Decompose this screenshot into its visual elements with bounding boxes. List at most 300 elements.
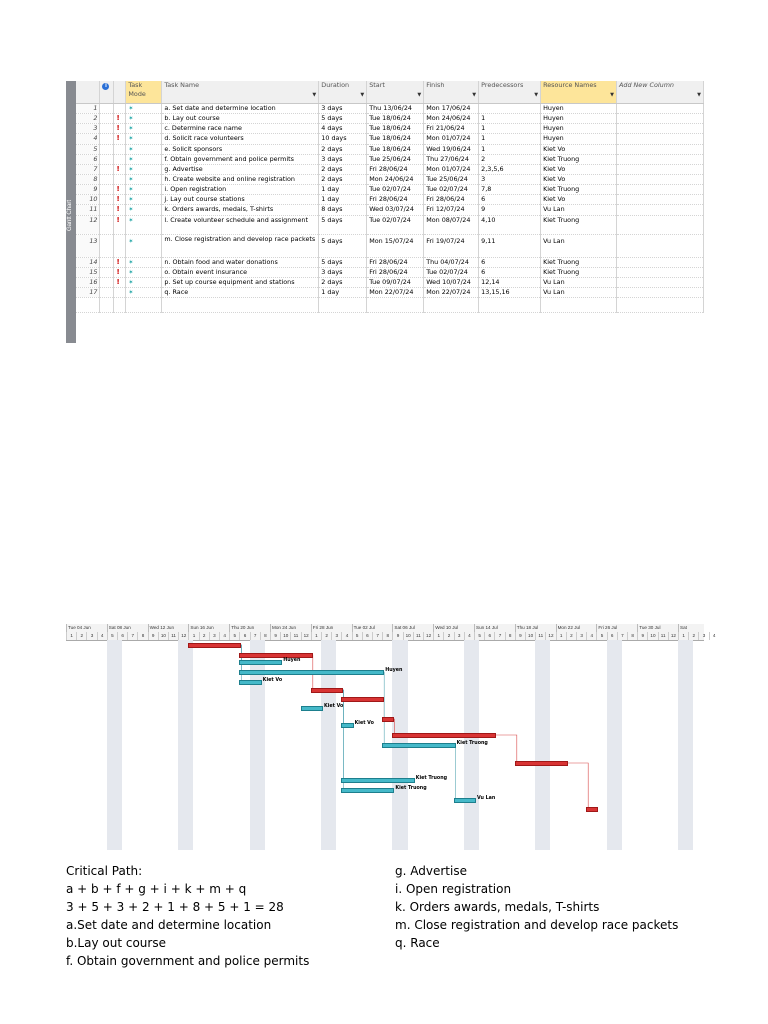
timescale-day-label: 5	[474, 632, 484, 640]
task-duration[interactable]: 1 day	[319, 195, 367, 205]
dropdown-arrow-icon[interactable]: ▼	[472, 92, 477, 98]
row-info[interactable]	[100, 154, 114, 164]
row-info[interactable]	[100, 195, 114, 205]
critical-task-bar[interactable]	[341, 697, 384, 702]
task-bar[interactable]	[239, 670, 384, 675]
empty-cell[interactable]	[367, 298, 424, 313]
add-column-cell[interactable]	[617, 134, 704, 144]
task-resource[interactable]: Vu Lan	[541, 234, 617, 257]
task-mode[interactable]	[126, 174, 162, 184]
timescale-day-label: 3	[86, 632, 96, 640]
task-finish[interactable]: Mon 22/07/24	[424, 287, 479, 297]
task-predecessors[interactable]: 2	[479, 154, 541, 164]
row-indicator[interactable]	[114, 124, 126, 134]
row-info[interactable]	[100, 174, 114, 184]
task-predecessors[interactable]: 1	[479, 144, 541, 154]
timescale-day-label: 3	[331, 632, 341, 640]
timescale-day-label: 8	[505, 632, 515, 640]
add-column-cell[interactable]	[617, 174, 704, 184]
row-id[interactable]: 2	[76, 114, 100, 124]
row-id[interactable]: 9	[76, 185, 100, 195]
task-predecessors[interactable]: 1	[479, 114, 541, 124]
row-id[interactable]: 5	[76, 144, 100, 154]
row-id[interactable]: 7	[76, 164, 100, 174]
task-bar[interactable]	[341, 778, 414, 783]
critical-path-notes	[66, 862, 309, 970]
task-mode[interactable]	[126, 124, 162, 134]
header-task-mode[interactable]	[126, 81, 162, 104]
row-info[interactable]	[100, 234, 114, 257]
task-resource[interactable]: Vu Lan	[541, 277, 617, 287]
row-indicator[interactable]	[114, 195, 126, 205]
manual-schedule-pin-icon: ✶	[128, 278, 134, 286]
task-mode[interactable]	[126, 114, 162, 124]
row-indicator[interactable]	[114, 257, 126, 267]
add-column-cell[interactable]	[617, 124, 704, 134]
row-info[interactable]	[100, 287, 114, 297]
task-duration[interactable]: 1 day	[319, 287, 367, 297]
manual-schedule-pin-icon: ✶	[128, 288, 134, 296]
task-mode[interactable]	[126, 267, 162, 277]
table-row[interactable]	[76, 154, 704, 164]
task-name[interactable]: n. Obtain food and water donations	[162, 257, 319, 267]
add-column-cell[interactable]	[617, 195, 704, 205]
task-duration[interactable]: 5 days	[319, 234, 367, 257]
row-info[interactable]	[100, 205, 114, 215]
task-name[interactable]: a. Set date and determine location	[162, 104, 319, 114]
task-resource[interactable]: Kiet Vo	[541, 144, 617, 154]
timescale-day-label: 11	[413, 632, 423, 640]
task-mode[interactable]	[126, 164, 162, 174]
task-resource[interactable]: Kiet Vo	[541, 174, 617, 184]
add-column-cell[interactable]	[617, 205, 704, 215]
row-indicator[interactable]	[114, 267, 126, 277]
task-mode[interactable]	[126, 234, 162, 257]
row-info[interactable]	[100, 257, 114, 267]
row-info[interactable]	[100, 267, 114, 277]
task-finish[interactable]: Fri 21/06/24	[424, 124, 479, 134]
add-column-cell[interactable]	[617, 257, 704, 267]
task-resource[interactable]: Kiet Truong	[541, 185, 617, 195]
add-column-cell[interactable]	[617, 144, 704, 154]
task-name[interactable]: k. Orders awards, medals, T-shirts	[162, 205, 319, 215]
task-name[interactable]: b. Lay out course	[162, 114, 319, 124]
task-name[interactable]: f. Obtain government and police permits	[162, 154, 319, 164]
row-indicator[interactable]	[114, 215, 126, 234]
row-indicator[interactable]	[114, 144, 126, 154]
add-column-cell[interactable]	[617, 164, 704, 174]
row-id[interactable]: 15	[76, 267, 100, 277]
timescale-day-label: 1	[311, 632, 321, 640]
task-finish[interactable]: Mon 08/07/24	[424, 215, 479, 234]
task-resource[interactable]: Huyen	[541, 114, 617, 124]
table-row[interactable]	[76, 257, 704, 267]
task-duration[interactable]: 3 days	[319, 267, 367, 277]
table-row[interactable]	[76, 205, 704, 215]
timescale-day-label: 4	[341, 632, 351, 640]
timescale-day-label: 12	[301, 632, 311, 640]
task-predecessors[interactable]	[479, 104, 541, 114]
timescale-day-label: 7	[372, 632, 382, 640]
task-duration[interactable]: 5 days	[319, 257, 367, 267]
task-start[interactable]: Tue 18/06/24	[367, 144, 424, 154]
note-line: a.Set date and determine location	[66, 918, 272, 932]
task-mode[interactable]	[126, 185, 162, 195]
task-predecessors[interactable]: 9,11	[479, 234, 541, 257]
critical-task-bar[interactable]	[586, 807, 598, 812]
task-predecessors[interactable]: 1	[479, 124, 541, 134]
row-info[interactable]	[100, 277, 114, 287]
timescale-week-label: Sat	[678, 624, 719, 632]
task-bar[interactable]	[341, 788, 394, 793]
task-start[interactable]: Mon 15/07/24	[367, 234, 424, 257]
table-row[interactable]	[76, 114, 704, 124]
timescale-day-label: 4	[586, 632, 596, 640]
empty-cell[interactable]	[424, 298, 479, 313]
task-start[interactable]: Tue 02/07/24	[367, 185, 424, 195]
empty-cell[interactable]	[76, 298, 100, 313]
row-id[interactable]: 12	[76, 215, 100, 234]
critical-task-bar[interactable]	[239, 653, 312, 658]
timescale-day-label: 11	[658, 632, 668, 640]
dropdown-arrow-icon[interactable]: ▼	[610, 92, 615, 98]
row-id[interactable]: 4	[76, 134, 100, 144]
task-finish[interactable]: Fri 28/06/24	[424, 195, 479, 205]
timescale-day-label: 9	[270, 632, 280, 640]
row-info[interactable]	[100, 185, 114, 195]
empty-cell[interactable]	[617, 298, 704, 313]
task-start[interactable]: Fri 28/06/24	[367, 267, 424, 277]
row-id[interactable]: 10	[76, 195, 100, 205]
task-name[interactable]: c. Determine race name	[162, 124, 319, 134]
task-start[interactable]: Tue 09/07/24	[367, 277, 424, 287]
manual-schedule-pin-icon: ✶	[128, 125, 134, 133]
task-name[interactable]: m. Close registration and develop race packets	[162, 234, 319, 257]
row-indicator[interactable]	[114, 185, 126, 195]
note-line: q. Race	[395, 936, 440, 950]
task-finish[interactable]: Mon 24/06/24	[424, 114, 479, 124]
table-row[interactable]	[76, 195, 704, 205]
task-predecessors[interactable]: 3	[479, 174, 541, 184]
task-resource[interactable]: Kiet Vo	[541, 195, 617, 205]
add-column-cell[interactable]	[617, 267, 704, 277]
header-resource-names[interactable]	[541, 81, 617, 104]
task-table	[76, 81, 704, 313]
row-indicator[interactable]	[114, 164, 126, 174]
timescale-day-label: 11	[290, 632, 300, 640]
task-mode[interactable]	[126, 154, 162, 164]
manual-schedule-pin-icon: ✶	[128, 258, 134, 266]
add-column-cell[interactable]	[617, 215, 704, 234]
task-duration[interactable]: 1 day	[319, 185, 367, 195]
critical-task-bar[interactable]	[392, 733, 496, 738]
table-row[interactable]	[76, 287, 704, 297]
empty-cell[interactable]	[319, 298, 367, 313]
task-name[interactable]: j. Lay out course stations	[162, 195, 319, 205]
header-indicator[interactable]	[114, 81, 126, 104]
row-id[interactable]: 8	[76, 174, 100, 184]
row-id[interactable]: 6	[76, 154, 100, 164]
timescale-day-label: 10	[280, 632, 290, 640]
task-predecessors[interactable]: 1	[479, 134, 541, 144]
timescale-day-label: 6	[239, 632, 249, 640]
manual-schedule-pin-icon: ✶	[128, 175, 134, 183]
empty-cell[interactable]	[114, 298, 126, 313]
task-finish[interactable]: Tue 02/07/24	[424, 185, 479, 195]
empty-cell[interactable]	[541, 298, 617, 313]
row-info[interactable]	[100, 114, 114, 124]
table-row[interactable]	[76, 215, 704, 234]
task-start[interactable]: Fri 28/06/24	[367, 164, 424, 174]
task-resource[interactable]: Huyen	[541, 134, 617, 144]
row-indicator[interactable]	[114, 277, 126, 287]
add-column-cell[interactable]	[617, 287, 704, 297]
header-info[interactable]	[100, 81, 114, 104]
task-mode[interactable]	[126, 257, 162, 267]
task-duration[interactable]: 3 days	[319, 154, 367, 164]
task-name[interactable]: p. Set up course equipment and stations	[162, 277, 319, 287]
add-column-cell[interactable]	[617, 114, 704, 124]
timescale-day-label: 8	[260, 632, 270, 640]
task-duration[interactable]: 3 days	[319, 104, 367, 114]
task-mode[interactable]	[126, 215, 162, 234]
task-predecessors[interactable]: 6	[479, 195, 541, 205]
empty-cell[interactable]	[126, 298, 162, 313]
table-row[interactable]	[76, 164, 704, 174]
row-indicator[interactable]	[114, 154, 126, 164]
task-mode[interactable]	[126, 195, 162, 205]
critical-task-bar[interactable]	[311, 688, 344, 693]
task-resource[interactable]: Kiet Truong	[541, 257, 617, 267]
manual-schedule-pin-icon: ✶	[128, 196, 134, 204]
task-start[interactable]: Fri 28/06/24	[367, 195, 424, 205]
bar-resource-label: Kiet Vo	[354, 721, 374, 726]
task-bar[interactable]	[382, 743, 455, 748]
task-start[interactable]: Tue 02/07/24	[367, 215, 424, 234]
timescale-day-label: 11	[535, 632, 545, 640]
row-indicator[interactable]	[114, 174, 126, 184]
task-resource[interactable]: Kiet Truong	[541, 154, 617, 164]
task-duration[interactable]: 4 days	[319, 124, 367, 134]
task-table-view	[66, 81, 704, 343]
task-finish[interactable]: Fri 12/07/24	[424, 205, 479, 215]
task-bar[interactable]	[341, 723, 353, 728]
task-name[interactable]: i. Open registration	[162, 185, 319, 195]
header-duration[interactable]	[319, 81, 367, 104]
task-finish[interactable]: Mon 17/06/24	[424, 104, 479, 114]
task-resource[interactable]: Kiet Truong	[541, 215, 617, 234]
row-info[interactable]	[100, 124, 114, 134]
task-mode[interactable]	[126, 287, 162, 297]
add-column-cell[interactable]	[617, 154, 704, 164]
row-id[interactable]: 16	[76, 277, 100, 287]
task-finish[interactable]: Tue 02/07/24	[424, 267, 479, 277]
task-finish[interactable]: Thu 04/07/24	[424, 257, 479, 267]
task-start[interactable]: Tue 18/06/24	[367, 114, 424, 124]
view-bar[interactable]	[66, 81, 76, 343]
add-column-cell[interactable]	[617, 234, 704, 257]
task-start[interactable]: Tue 25/06/24	[367, 154, 424, 164]
header-finish[interactable]	[424, 81, 479, 104]
table-row[interactable]	[76, 124, 704, 134]
table-row[interactable]	[76, 234, 704, 257]
task-predecessors[interactable]: 4,10	[479, 215, 541, 234]
task-duration[interactable]: 2 days	[319, 174, 367, 184]
task-finish[interactable]: Wed 19/06/24	[424, 144, 479, 154]
task-duration[interactable]: 10 days	[319, 134, 367, 144]
critical-task-bar[interactable]	[515, 761, 568, 766]
row-id[interactable]: 13	[76, 234, 100, 257]
add-column-cell[interactable]	[617, 277, 704, 287]
table-row[interactable]	[76, 174, 704, 184]
task-name[interactable]: h. Create website and online registration	[162, 174, 319, 184]
task-duration[interactable]: 2 days	[319, 164, 367, 174]
task-finish[interactable]: Fri 19/07/24	[424, 234, 479, 257]
task-mode[interactable]	[126, 144, 162, 154]
row-info[interactable]	[100, 104, 114, 114]
dropdown-arrow-icon[interactable]: ▼	[360, 92, 365, 98]
task-start[interactable]: Mon 24/06/24	[367, 174, 424, 184]
manual-schedule-pin-icon: ✶	[128, 135, 134, 143]
row-id[interactable]: 11	[76, 205, 100, 215]
row-info[interactable]	[100, 164, 114, 174]
header-start-label: Start	[369, 81, 385, 89]
row-id[interactable]: 17	[76, 287, 100, 297]
header-add-new-column[interactable]	[617, 81, 704, 104]
late-indicator-icon: !	[116, 267, 120, 276]
empty-row[interactable]	[76, 298, 704, 313]
task-finish[interactable]: Mon 01/07/24	[424, 134, 479, 144]
task-mode[interactable]	[126, 277, 162, 287]
task-duration[interactable]: 2 days	[319, 144, 367, 154]
task-name[interactable]: d. Solicit race volunteers	[162, 134, 319, 144]
task-finish[interactable]: Mon 01/07/24	[424, 164, 479, 174]
row-indicator[interactable]	[114, 287, 126, 297]
task-bar[interactable]	[239, 680, 261, 685]
table-row[interactable]	[76, 185, 704, 195]
task-predecessors[interactable]: 2,3,5,6	[479, 164, 541, 174]
timescale-day-label: 2	[76, 632, 86, 640]
header-task-name[interactable]	[162, 81, 319, 104]
task-finish[interactable]: Thu 27/06/24	[424, 154, 479, 164]
task-mode[interactable]	[126, 205, 162, 215]
task-start[interactable]: Tue 18/06/24	[367, 124, 424, 134]
timescale-day-label: 10	[403, 632, 413, 640]
task-predecessors[interactable]: 9	[479, 205, 541, 215]
task-bar[interactable]	[301, 706, 323, 711]
table-row[interactable]	[76, 144, 704, 154]
timescale-week-label: Sat 06 Jul	[392, 624, 433, 632]
table-row[interactable]	[76, 277, 704, 287]
header-predecessors[interactable]	[479, 81, 541, 104]
row-info[interactable]	[100, 215, 114, 234]
task-name[interactable]: o. Obtain event insurance	[162, 267, 319, 277]
task-duration[interactable]: 8 days	[319, 205, 367, 215]
add-column-cell[interactable]	[617, 185, 704, 195]
task-duration[interactable]: 2 days	[319, 277, 367, 287]
task-resource[interactable]: Huyen	[541, 124, 617, 134]
header-start[interactable]	[367, 81, 424, 104]
task-name[interactable]: g. Advertise	[162, 164, 319, 174]
manual-schedule-pin-icon: ✶	[128, 145, 134, 153]
task-start[interactable]: Tue 18/06/24	[367, 134, 424, 144]
row-info[interactable]	[100, 144, 114, 154]
timescale-day-label: 12	[545, 632, 555, 640]
table-row[interactable]	[76, 134, 704, 144]
task-resource[interactable]: Huyen	[541, 104, 617, 114]
task-predecessors[interactable]: 12,14	[479, 277, 541, 287]
late-indicator-icon: !	[116, 164, 120, 173]
task-duration[interactable]: 5 days	[319, 114, 367, 124]
empty-cell[interactable]	[162, 298, 319, 313]
table-row[interactable]	[76, 267, 704, 277]
task-resource[interactable]: Kiet Truong	[541, 267, 617, 277]
empty-cell[interactable]	[479, 298, 541, 313]
task-resource[interactable]: Kiet Vo	[541, 164, 617, 174]
dropdown-arrow-icon[interactable]: ▼	[312, 92, 317, 98]
bar-resource-label: Kiet Truong	[395, 786, 427, 791]
row-id[interactable]: 14	[76, 257, 100, 267]
timescale-week-label: Sun 14 Jul	[474, 624, 515, 632]
task-start[interactable]: Mon 22/07/24	[367, 287, 424, 297]
row-indicator[interactable]	[114, 205, 126, 215]
row-indicator[interactable]	[114, 104, 126, 114]
task-predecessors[interactable]: 6	[479, 267, 541, 277]
bar-resource-label: Kiet Vo	[324, 704, 344, 709]
row-info[interactable]	[100, 134, 114, 144]
row-id[interactable]: 1	[76, 104, 100, 114]
task-name[interactable]: e. Solicit sponsors	[162, 144, 319, 154]
timescale-day-label: 9	[392, 632, 402, 640]
task-bar[interactable]	[454, 798, 476, 803]
dropdown-arrow-icon[interactable]: ▼	[534, 92, 539, 98]
empty-cell[interactable]	[100, 298, 114, 313]
critical-task-bar[interactable]	[188, 643, 241, 648]
task-duration[interactable]: 5 days	[319, 215, 367, 234]
header-id[interactable]	[76, 81, 100, 104]
task-mode[interactable]	[126, 134, 162, 144]
task-start[interactable]: Fri 28/06/24	[367, 257, 424, 267]
late-indicator-icon: !	[116, 205, 120, 214]
dropdown-arrow-icon[interactable]: ▼	[697, 92, 701, 98]
task-predecessors[interactable]: 7,8	[479, 185, 541, 195]
task-bar[interactable]	[239, 660, 282, 665]
task-predecessors[interactable]: 6	[479, 257, 541, 267]
table-row[interactable]	[76, 104, 704, 114]
task-finish[interactable]: Wed 10/07/24	[424, 277, 479, 287]
row-indicator[interactable]	[114, 114, 126, 124]
task-name[interactable]: q. Race	[162, 287, 319, 297]
task-resource[interactable]: Vu Lan	[541, 205, 617, 215]
timescale-day-label: 1	[66, 632, 76, 640]
task-start[interactable]: Thu 13/06/24	[367, 104, 424, 114]
late-indicator-icon: !	[116, 195, 120, 204]
task-resource[interactable]: Vu Lan	[541, 287, 617, 297]
row-id[interactable]: 3	[76, 124, 100, 134]
task-mode[interactable]	[126, 104, 162, 114]
late-indicator-icon: !	[116, 257, 120, 266]
task-finish[interactable]: Tue 25/06/24	[424, 174, 479, 184]
critical-task-bar[interactable]	[382, 717, 394, 722]
row-indicator[interactable]	[114, 234, 126, 257]
dropdown-arrow-icon[interactable]: ▼	[417, 92, 422, 98]
task-name[interactable]: l. Create volunteer schedule and assignment	[162, 215, 319, 234]
timescale-day-label: 7	[250, 632, 260, 640]
row-indicator[interactable]	[114, 134, 126, 144]
add-column-cell[interactable]	[617, 104, 704, 114]
task-start[interactable]: Wed 03/07/24	[367, 205, 424, 215]
task-predecessors[interactable]: 13,15,16	[479, 287, 541, 297]
